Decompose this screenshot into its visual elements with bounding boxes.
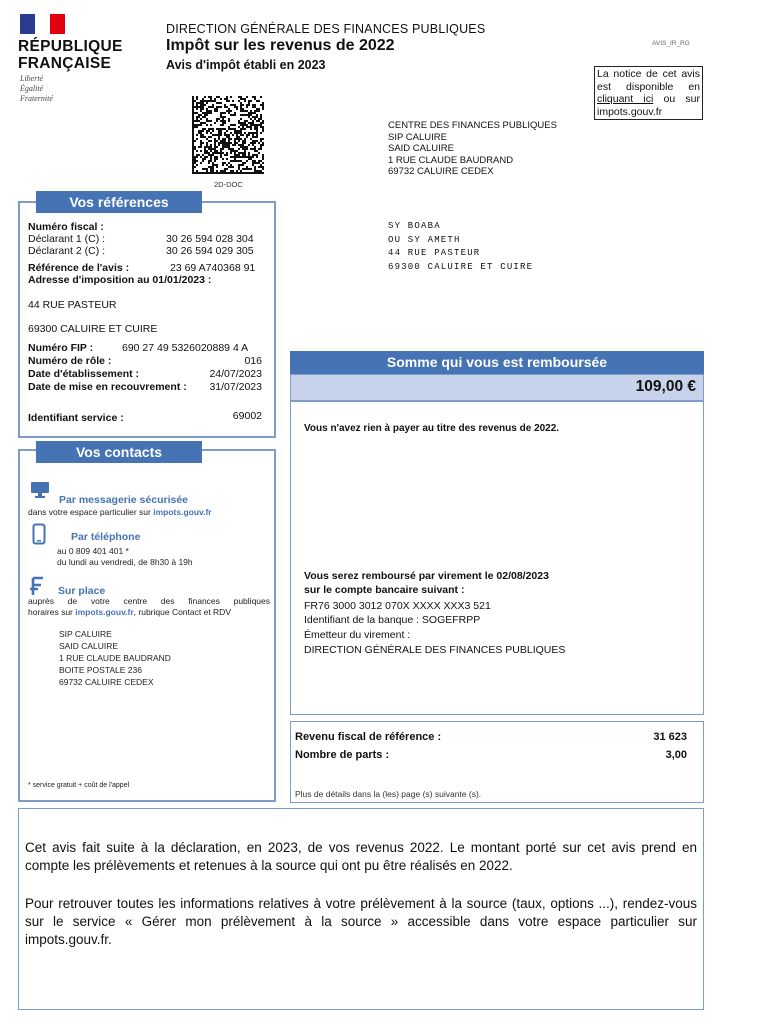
parts-value: 3,00 (665, 749, 687, 761)
telephone-footnote: * service gratuit + coût de l'appel (28, 782, 130, 789)
french-flag-icon (20, 14, 66, 34)
emitter-label: Émetteur du virement : (304, 629, 411, 641)
document-subtitle: Avis d'impôt établi en 2023 (166, 58, 326, 72)
contacts-tab: Vos contacts (36, 441, 202, 463)
adresse-line1: 44 RUE PASTEUR (28, 299, 117, 311)
refund-amount: 109,00 € (635, 378, 696, 395)
messagerie-title[interactable]: Par messagerie sécurisée (59, 494, 189, 506)
telephone-hours: du lundi au vendredi, de 8h30 à 19h (57, 557, 193, 567)
adresse-imposition-label: Adresse d'imposition au 01/01/2023 : (28, 274, 212, 286)
refund-heading: Somme qui vous est remboursée (290, 351, 704, 374)
avis-reference-value: 23 69 A740368 91 (170, 262, 256, 274)
2d-doc-barcode (192, 96, 264, 174)
role-value: 016 (244, 355, 262, 367)
references-panel (18, 201, 276, 438)
role-label: Numéro de rôle : (28, 355, 112, 367)
service-label: Identifiant service : (28, 412, 124, 424)
rfr-label: Revenu fiscal de référence : (295, 731, 442, 743)
adresse-line2: 69300 CALUIRE ET CUIRE (28, 323, 158, 335)
sender-address: CENTRE DES FINANCES PUBLIQUES SIP CALUIRE SAID CALUIRE 1 RUE CLAUDE BAUDRAND 69732 CALUIRE CEDEX (388, 120, 557, 177)
notice-text-1: La notice de cet avis est disponible en (597, 68, 700, 93)
etablissement-label: Date d'établissement : (28, 368, 140, 380)
info-paragraph-1: Cet avis fait suite à la déclaration, en 2023, de vos revenus 2022. Le montant porté sur cet avis prend en compte les prélèvements et retenues à la source qui ont pu être réalisés en 2022. (25, 840, 697, 873)
avis-reference-label: Référence de l'avis : (28, 262, 130, 274)
emitter-name: DIRECTION GÉNÉRALE DES FINANCES PUBLIQUES (304, 644, 566, 656)
republique-francaise-logo (18, 14, 130, 110)
rfr-value: 31 623 (653, 731, 687, 743)
logo-line2: FRANÇAISE (18, 55, 112, 72)
sur-place-title: Sur place (58, 585, 106, 597)
form-code: AVIS_IR_RG (652, 40, 690, 47)
sip-address: SIP CALUIRE SAID CALUIRE 1 RUE CLAUDE BAUDRAND BOITE POSTALE 236 69732 CALUIRE CEDEX (59, 629, 171, 687)
information-panel (18, 808, 704, 1010)
recipient-address: SY BOABA OU SY AMETH 44 RUE PASTEUR 69300 CALUIRE ET CUIRE (388, 221, 534, 272)
bank-identifier: Identifiant de la banque : SOGEFRPP (304, 614, 481, 626)
messagerie-text: dans votre espace particulier sur impots.gouv.fr (28, 507, 212, 517)
info-paragraph-2: Pour retrouver toutes les informations relatives à votre prélèvement à la source (taux, options ...), rendez-vous sur le service « Gérer mon prélèvement à la source » accessible dans votre espace particulier sur impots.gouv.fr. (25, 896, 697, 947)
virement-account-text: sur le compte bancaire suivant : (304, 584, 465, 596)
recouvrement-label: Date de mise en recouvrement : (28, 381, 187, 393)
fip-label: Numéro FIP : (28, 342, 94, 354)
fiscal-summary-panel (290, 721, 704, 803)
logo-motto: Liberté Égalité Fraternité (20, 74, 53, 103)
computer-icon (30, 481, 50, 499)
declarant2-label: Déclarant 2 (C) : (28, 245, 106, 257)
telephone-title: Par téléphone (71, 531, 141, 543)
references-tab: Vos références (36, 191, 202, 213)
sur-place-text-2: horaires sur impots.gouv.fr, rubrique Contact et RDV (28, 607, 231, 617)
logo-line1: RÉPUBLIQUE (18, 38, 123, 55)
service-value: 69002 (232, 410, 262, 422)
numero-fiscal-label: Numéro fiscal : (28, 221, 104, 233)
issuer-direction: DIRECTION GÉNÉRALE DES FINANCES PUBLIQUES (166, 22, 486, 36)
more-details-text: Plus de détails dans la (les) page (s) suivante (s). (295, 789, 482, 799)
recouvrement-value: 31/07/2023 (209, 381, 262, 393)
telephone-number[interactable]: au 0 809 401 401 * (57, 546, 129, 556)
parts-label: Nombre de parts : (295, 749, 390, 761)
document-title: Impôt sur les revenus de 2022 (166, 37, 395, 54)
etablissement-value: 24/07/2023 (209, 368, 262, 380)
virement-date-text: Vous serez remboursé par virement le 02/08/2023 (304, 570, 549, 582)
messagerie-link[interactable]: impots.gouv.fr (153, 507, 212, 517)
notice-text-2: ou sur impots.gouv.fr (597, 93, 701, 118)
refund-details-panel (290, 401, 704, 715)
notice-link[interactable]: cliquant ici (597, 93, 654, 105)
phone-icon (32, 523, 46, 545)
nothing-to-pay-text: Vous n'avez rien à payer au titre des revenus de 2022. (304, 423, 560, 434)
barcode-label: 2D-DOC (214, 180, 243, 189)
franc-sign-icon (30, 576, 46, 596)
fip-value: 690 27 49 5326020889 4 A (122, 342, 249, 354)
declarant1-label: Déclarant 1 (C) : (28, 233, 106, 245)
contacts-panel (18, 449, 276, 802)
declarant2-value: 30 26 594 029 305 (166, 245, 254, 257)
sur-place-link[interactable]: impots.gouv.fr (75, 607, 134, 617)
notice-box (594, 66, 703, 120)
sur-place-text-1: auprès de votre centre des finances publiques (28, 596, 270, 606)
declarant1-value: 30 26 594 028 304 (166, 233, 254, 245)
iban: FR76 3000 3012 070X XXXX XXX3 521 (304, 600, 491, 612)
